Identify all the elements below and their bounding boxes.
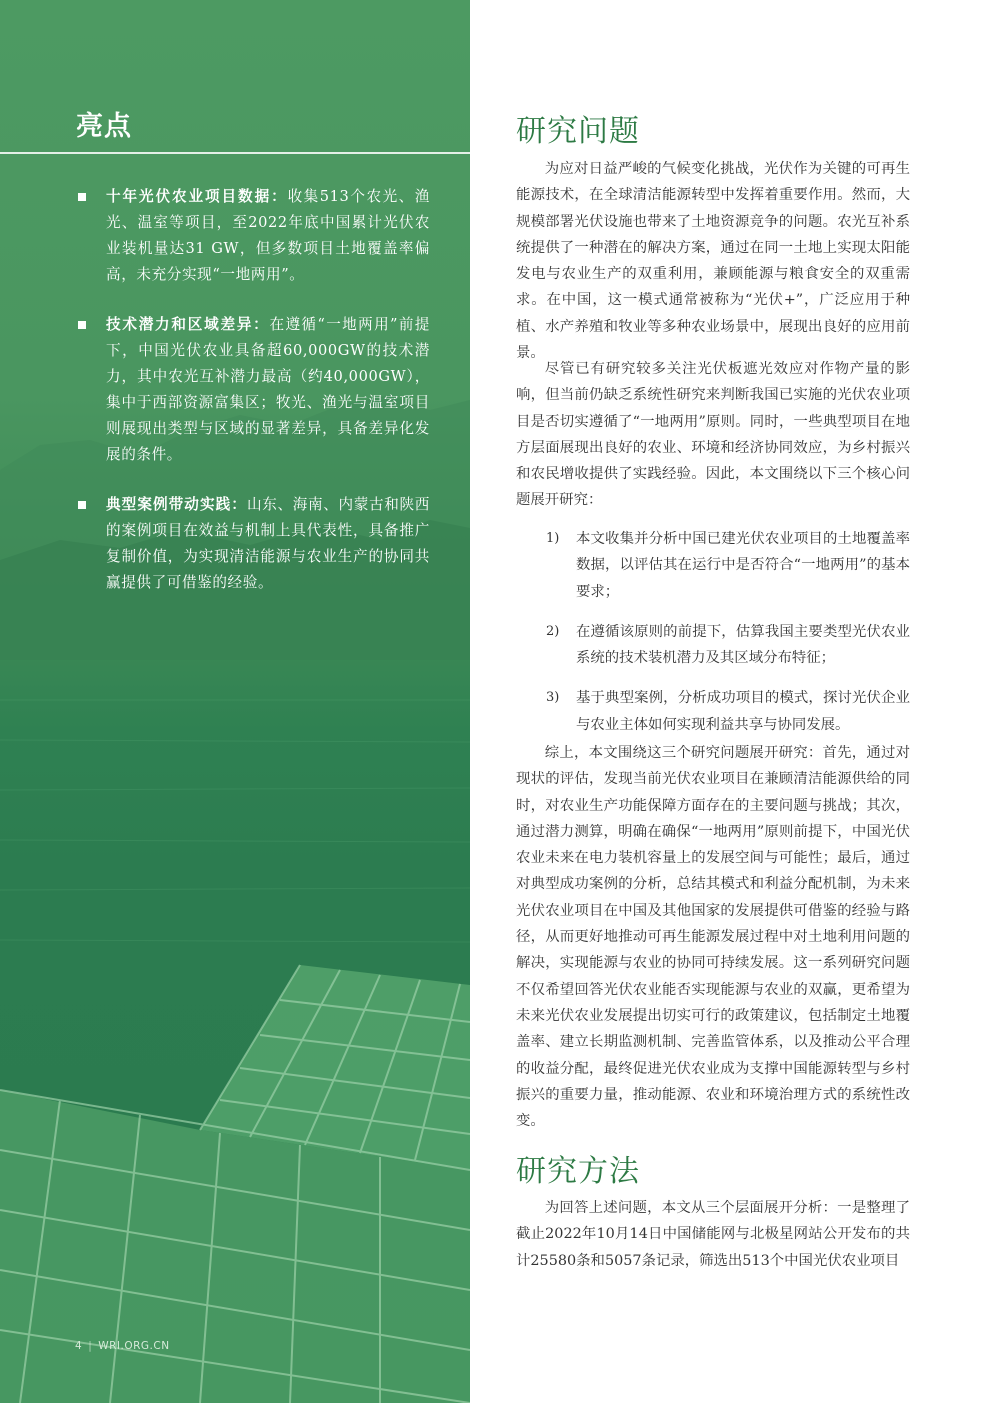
highlight-body: 山东、海南、内蒙古和陕西的案例项目在效益与机制上具代表性，具备推广复制价值，为实现清洁能源与农业生产的协同共赢提供了可借鉴的经验。 — [106, 496, 430, 591]
list-item — [546, 526, 910, 605]
footer-separator: | — [88, 1340, 93, 1352]
site-link[interactable]: WRI.ORG.CN — [98, 1340, 170, 1352]
square-bullet-icon — [78, 321, 86, 329]
highlight-text — [106, 184, 430, 288]
list-item — [546, 685, 910, 738]
highlight-body: 在遵循“一地两用”前提下，中国光伏农业具备超60,000GW的技术潜力，其中农光互补潜力最高（约40,000GW），集中于西部资源富集区；牧光、渔光与温室项目则展现出类型与区域的显著差异，具备差异化发展的条件。 — [106, 316, 430, 463]
highlight-item — [78, 184, 430, 288]
square-bullet-icon — [78, 193, 86, 201]
highlights-list — [78, 184, 430, 620]
paragraph: 为回答上述问题，本文从三个层面展开分析：一是整理了截止2022年10月14日中国储能网与北极星网站公开发布的共计25580条和5057条记录，筛选出513个中国光伏农业项目 — [516, 1200, 910, 1269]
paragraph: 为应对日益严峻的气候变化挑战，光伏作为关键的可再生能源技术，在全球清洁能源转型中发挥着重要作用。然而，大规模部署光伏设施也带来了土地资源竞争的问题。农光互补系统提供了一种潜在的解决方案，通过在同一土地上实现太阳能发电与农业生产的双重利用，兼顾能源与粮食安全的双重需求。在中国，这一模式通常被称为“光伏+”，广泛应用于种植、水产养殖和牧业等多种农业场景中，展现出良好的应用前景。 — [516, 161, 910, 362]
highlight-text — [106, 492, 430, 596]
numbered-list — [546, 526, 910, 752]
paragraph: 尽管已有研究较多关注光伏板遮光效应对作物产量的影响，但当前仍缺乏系统性研究来判断我国已实施的光伏农业项目是否切实遵循了“一地两用”原则。同时，一些典型项目在地方层面展现出良好的农业、环境和经济协同效应，为乡村振兴和农民增收提供了实践经验。因此，本文围绕以下三个核心问题展开研究： — [516, 361, 910, 509]
square-bullet-icon — [78, 501, 86, 509]
list-text: 本文收集并分析中国已建光伏农业项目的土地覆盖率数据，以评估其在运行中是否符合“一地两用”的基本要求； — [576, 531, 910, 600]
list-text: 在遵循该原则的前提下，估算我国主要类型光伏农业系统的技术装机潜力及其区域分布特征； — [576, 623, 910, 667]
list-number: 2) — [546, 623, 560, 639]
highlight-bold-lead: 典型案例带动实践： — [106, 496, 247, 513]
list-number: 1) — [546, 531, 560, 546]
list-text: 基于典型案例，分析成功项目的模式，探讨光伏企业与农业主体如何实现利益共享与协同发展。 — [576, 690, 910, 733]
highlight-item — [78, 312, 430, 468]
list-number: 3) — [546, 690, 560, 706]
paragraph: 综上，本文围绕这三个研究问题展开研究：首先，通过对现状的评估，发现当前光伏农业项目在兼顾清洁能源供给的同时，对农业生产功能保障方面存在的主要问题与挑战；其次，通过潜力测算，明确在确保“一地两用”原则前提下，中国光伏农业未来在电力装机容量上的发展空间与可能性；最后，通过对典型成功案例的分析，总结其模式和利益分配机制，为未来光伏农业项目在中国及其他国家的发展提供可借鉴的经验与路径，从而更好地推动可再生能源发展过程中对土地利用问题的解决，实现能源与农业的协同可持续发展。这一系列研究问题不仅希望回答光伏农业能否实现能源与农业的双赢，更希望为未来光伏农业发展提出切实可行的政策建议，包括制定土地覆盖率、建立长期监测机制、完善监管体系，以及推动公平合理的收益分配，最终促进光伏农业成为支撑中国能源转型与乡村振兴的重要力量，推动能源、农业和环境治理方式的系统性改变。 — [516, 745, 910, 1130]
list-item — [546, 619, 910, 672]
highlight-bold-lead: 十年光伏农业项目数据： — [106, 188, 288, 205]
highlight-text — [106, 312, 430, 468]
highlight-item — [78, 492, 430, 596]
highlight-body: 收集513个农光、渔光、温室等项目，至2022年底中国累计光伏农业装机量达31 GW，但多数项目土地覆盖率偏高，未充分实现“一地两用”。 — [106, 188, 430, 283]
research-methods-heading: 研究方法 — [516, 1154, 640, 1189]
title-divider — [0, 152, 470, 154]
highlights-title: 亮点 — [76, 111, 132, 142]
highlights-panel — [0, 0, 470, 1403]
research-questions-heading: 研究问题 — [516, 114, 640, 149]
page-number: 4 — [75, 1340, 83, 1352]
page-footer — [75, 1340, 170, 1352]
solar-panel-graphic — [0, 965, 470, 1403]
highlight-bold-lead: 技术潜力和区域差异： — [106, 316, 270, 333]
